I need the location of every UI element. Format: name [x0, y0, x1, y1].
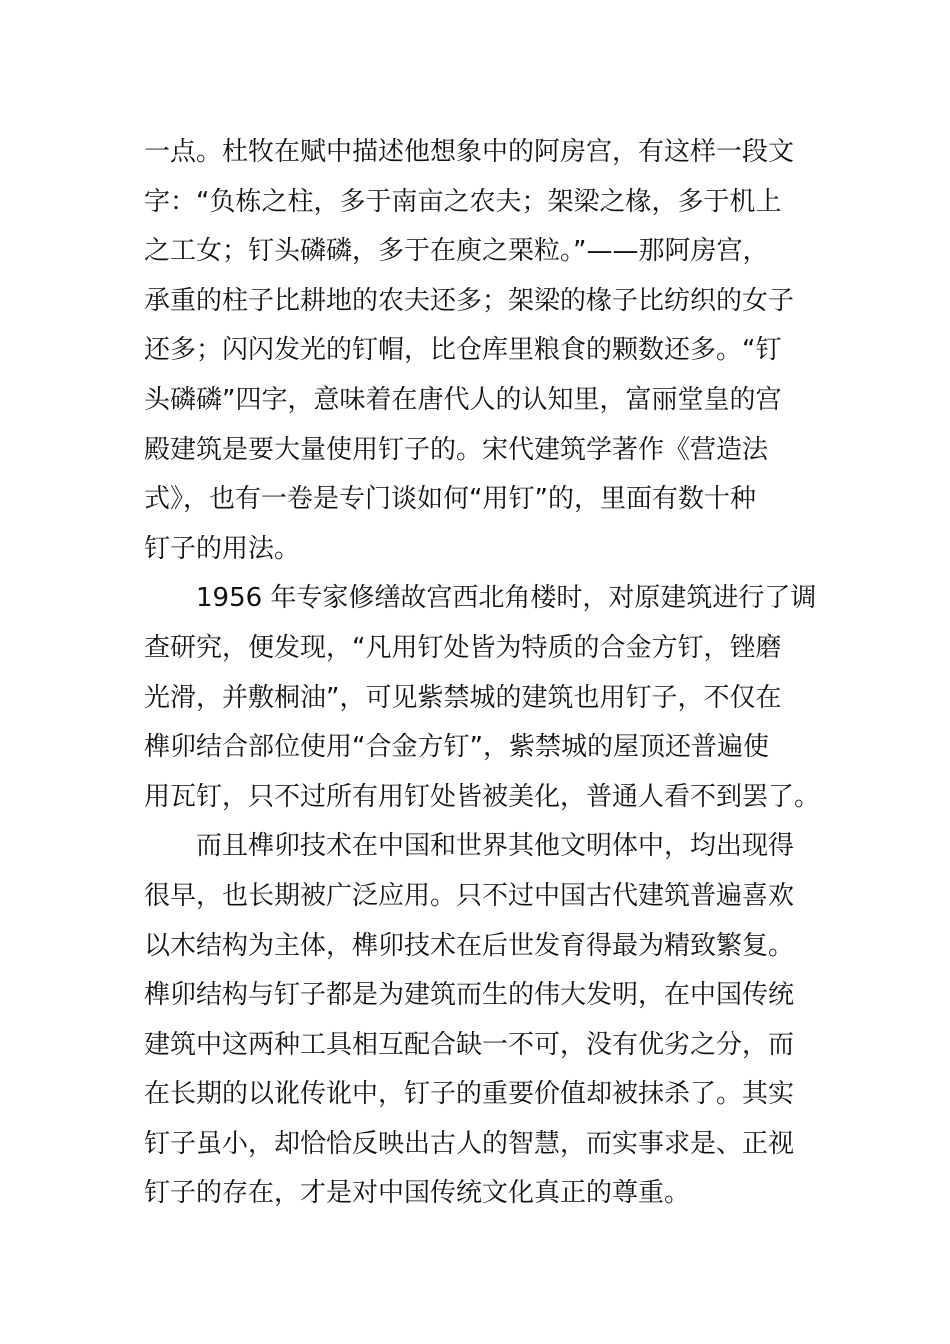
paragraph-start-line: 1956 年专家修缮故宫西北角楼时，对原建筑进行了调	[196, 583, 817, 614]
text-line: 光滑，并敷桐油”，可见紫禁城的建筑也用钉子，不仅在	[144, 682, 782, 713]
text-line: 在长期的以讹传讹中，钉子的重要价值却被抹杀了。其实	[144, 1079, 795, 1110]
text-line: 榫卯结合部位使用“合金方钉”，紫禁城的屋顶还普遍使	[144, 732, 769, 763]
text-line: 头磷磷”四字，意味着在唐代人的认知里，富丽堂皇的宫	[144, 384, 782, 415]
text-line: 建筑中这两种工具相互配合缺一不可，没有优劣之分，而	[144, 1029, 795, 1060]
paragraph-start-line: 而且榫卯技术在中国和世界其他文明体中，均出现得	[196, 831, 795, 862]
text-line: 用瓦钉，只不过所有用钉处皆被美化，普通人看不到罢了。	[144, 781, 821, 812]
text-line: 还多；闪闪发光的钉帽，比仓库里粮食的颗数还多。“钉	[144, 335, 782, 366]
text-line: 查研究，便发现，“凡用钉处皆为特质的合金方钉，锉磨	[144, 632, 782, 663]
text-line: 钉子的用法。	[144, 533, 301, 564]
text-line: 钉子虽小，却恰恰反映出古人的智慧，而实事求是、正视	[144, 1128, 795, 1159]
text-line: 以木结构为主体，榫卯技术在后世发育得最为精致繁复。	[144, 930, 795, 961]
text-line: 字：“负栋之柱，多于南亩之农夫；架梁之椽，多于机上	[144, 186, 782, 217]
text-line: 很早，也长期被广泛应用。只不过中国古代建筑普遍喜欢	[144, 880, 795, 911]
text-line: 式》，也有一卷是专门谈如何“用钉”的，里面有数十种	[144, 484, 756, 515]
body-text	[144, 128, 821, 1219]
text-line: 一点。杜牧在赋中描述他想象中的阿房宫，有这样一段文	[144, 137, 795, 167]
text-line: 榫卯结构与钉子都是为建筑而生的伟大发明，在中国传统	[144, 980, 795, 1011]
text-line: 之工女；钉头磷磷，多于在庾之栗粒。”——那阿房宫，	[144, 236, 769, 267]
text-line: 殿建筑是要大量使用钉子的。宋代建筑学著作《营造法	[144, 434, 769, 465]
text-line: 钉子的存在，才是对中国传统文化真正的尊重。	[144, 1178, 691, 1209]
text-line: 承重的柱子比耕地的农夫还多；架梁的椽子比纺织的女子	[144, 285, 795, 316]
